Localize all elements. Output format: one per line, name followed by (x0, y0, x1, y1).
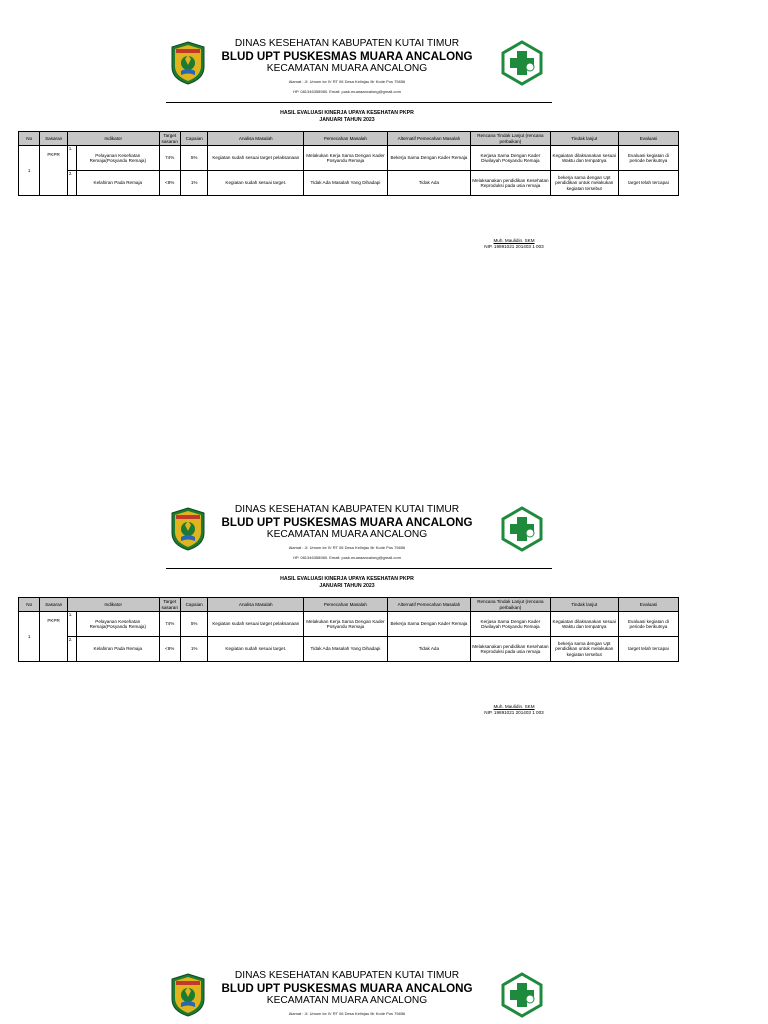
letterhead (206, 504, 488, 560)
address-line: Alamat : Jl. Umum ke IV RT 06 Desa Kelinjau Ilir Kode Pos 75656 (288, 545, 406, 550)
cell-target: 74% (159, 612, 180, 637)
row-number: 2. (67, 637, 76, 662)
col-target: Target sasaran (159, 598, 180, 612)
signature-block (466, 704, 562, 715)
cell-evaluasi: Evaluasi kegiatan di periode berikutnya (618, 612, 678, 637)
cell-target: <8% (159, 637, 180, 662)
header-divider (166, 568, 552, 569)
cell-target: <8% (159, 171, 180, 196)
evaluation-table (18, 597, 679, 662)
report-title-line1: HASIL EVALUASI KINERJA UPAYA KESEHATAN PKPR (280, 576, 414, 582)
bakti-husada-logo-icon (500, 506, 544, 552)
col-evaluasi: Evaluasi (618, 132, 678, 146)
cell-alternatif: Bekerja Sama Dengan Kader Remaja (387, 612, 471, 637)
cell-alternatif: Tidak Ada (387, 637, 471, 662)
cell-analisa: Kegiatan sudah sesuai target pelaksanaan (208, 612, 304, 637)
row-sasaran: PKPR (40, 612, 68, 662)
row-no: 1 (19, 612, 40, 662)
col-rencana: Rencana Tindak Lanjut (rencana perbaikan) (471, 598, 550, 612)
table-header-row (19, 132, 679, 146)
row-number: 2. (67, 171, 76, 196)
cell-capaian: 1% (180, 171, 208, 196)
cell-tindak: bekerja sama dengan Upt pendidikan untuk melakukan kegiatan tersebut (550, 637, 618, 662)
signatory-name: Muh. Maulidin. SKM (493, 704, 535, 709)
report-title (0, 576, 694, 589)
col-capaian: Capaian (180, 598, 208, 612)
kutai-timur-emblem-icon (170, 507, 206, 551)
puskesmas-name: BLUD UPT PUSKESMAS MUARA ANCALONG (221, 516, 473, 529)
district-name: KECAMATAN MUARA ANCALONG (266, 529, 428, 540)
cell-tindak: Kegaiatan dilaksanakan sesuai Waktu dan tempatnya (550, 146, 618, 171)
district-name: KECAMATAN MUARA ANCALONG (266, 995, 428, 1006)
contact-line: HP. 081346358980. Email: pusk.muaraancalong@gmail.com (293, 555, 401, 560)
bakti-husada-logo-icon (500, 972, 544, 1018)
table-row (19, 612, 679, 637)
row-no: 1 (19, 146, 40, 196)
kutai-timur-emblem-icon (170, 973, 206, 1017)
col-pemecahan: Pemecahan Masalah (304, 132, 388, 146)
report-title (0, 110, 694, 123)
cell-pemecahan: Melakukan Kerja Sama Dengan Kader Posyandu Remaja (304, 612, 388, 637)
row-sasaran: PKPR (40, 146, 68, 196)
agency-name: DINAS KESEHATAN KABUPATEN KUTAI TIMUR (234, 970, 460, 981)
cell-pemecahan: Tidak Ada Masalah Yang Dihadapi (304, 171, 388, 196)
col-sasaran: Sasaran (40, 598, 68, 612)
col-capaian: Capaian (180, 132, 208, 146)
signatory-name: Muh. Maulidin. SKM (493, 238, 535, 243)
col-pemecahan: Pemecahan Masalah (304, 598, 388, 612)
col-alternatif: Alternatif Pemecahan Masalah (387, 598, 471, 612)
table-row (19, 171, 679, 196)
kutai-timur-emblem-icon (170, 41, 206, 85)
cell-tindak: Kegaiatan dilaksanakan sesuai Waktu dan tempatnya (550, 612, 618, 637)
report-title-line2: JANUARI TAHUN 2023 (319, 582, 375, 589)
cell-evaluasi: target telah tercapai (618, 637, 678, 662)
agency-name: DINAS KESEHATAN KABUPATEN KUTAI TIMUR (234, 38, 460, 49)
col-tindak: Tindak lanjut (550, 132, 618, 146)
cell-analisa: Kegiatan sudah sesuai target. (208, 171, 304, 196)
contact-line: HP. 081346358980. Email: pusk.muaraancalong@gmail.com (293, 89, 401, 94)
report-title-line1: HASIL EVALUASI KINERJA UPAYA KESEHATAN PKPR (280, 110, 414, 116)
letterhead (206, 970, 488, 1016)
cell-capaian: 1% (180, 637, 208, 662)
cell-pemecahan: Tidak Ada Masalah Yang Dihadapi (304, 637, 388, 662)
cell-evaluasi: Evaluasi kegiatan di periode berikutnya (618, 146, 678, 171)
cell-indikator: Kelahiran Pada Remaja (77, 637, 160, 662)
table-header-row (19, 598, 679, 612)
cell-capaian: 5% (180, 146, 208, 171)
signatory-nip: NIP. 19891021 201403 1 003 (484, 243, 544, 249)
evaluation-table (18, 131, 679, 196)
row-number: 1. (67, 146, 76, 171)
col-indikator: Indikator (67, 132, 159, 146)
col-analisa: Analisa Masalah (208, 598, 304, 612)
col-tindak: Tindak lanjut (550, 598, 618, 612)
col-target: Target sasaran (159, 132, 180, 146)
bakti-husada-logo-icon (500, 40, 544, 86)
cell-pemecahan: Melakukan Kerja Sama Dengan Kader Posyandu Remaja (304, 146, 388, 171)
cell-capaian: 5% (180, 612, 208, 637)
header-divider (166, 102, 552, 103)
cell-target: 74% (159, 146, 180, 171)
col-evaluasi: Evaluasi (618, 598, 678, 612)
signature-block (466, 238, 562, 249)
col-rencana: Rencana Tindak Lanjut (rencana perbaikan) (471, 132, 550, 146)
col-indikator: Indikator (67, 598, 159, 612)
col-no: No (19, 598, 40, 612)
signatory-nip: NIP. 19891021 201403 1 003 (484, 709, 544, 715)
letterhead (206, 38, 488, 94)
cell-indikator: Pelayanan Kesehatan Remaja(Posyandu Remaja) (77, 612, 160, 637)
address-line: Alamat : Jl. Umum ke IV RT 06 Desa Kelinjau Ilir Kode Pos 75656 (288, 1011, 406, 1016)
cell-rencana: Kerjasa Sama Dengan Kader Diwilayah Posyandu Remaja (471, 612, 550, 637)
report-title-line2: JANUARI TAHUN 2023 (319, 116, 375, 123)
cell-alternatif: Bekerja Sama Dengan Kader Remaja (387, 146, 471, 171)
table-row (19, 637, 679, 662)
agency-name: DINAS KESEHATAN KABUPATEN KUTAI TIMUR (234, 504, 460, 515)
cell-rencana: Melaksanakan pendidikan Kesehatan Reproduksi pada usia remaja (471, 637, 550, 662)
cell-tindak: bekerja sama dengan Upt pendidikan untuk melakukan kegiatan tersebut (550, 171, 618, 196)
row-number: 1. (67, 612, 76, 637)
cell-rencana: Melaksanakan pendidikan Kesehatan Reproduksi pada usia remaja (471, 171, 550, 196)
col-no: No (19, 132, 40, 146)
cell-analisa: Kegiatan sudah sesuai target pelaksanaan (208, 146, 304, 171)
cell-indikator: Kelahiran Pada Remaja (77, 171, 160, 196)
col-analisa: Analisa Masalah (208, 132, 304, 146)
cell-indikator: Pelayanan Kesehatan Remaja(Posyandu Remaja) (77, 146, 160, 171)
cell-analisa: Kegiatan sudah sesuai target. (208, 637, 304, 662)
col-sasaran: Sasaran (40, 132, 68, 146)
address-line: Alamat : Jl. Umum ke IV RT 06 Desa Kelinjau Ilir Kode Pos 75656 (288, 79, 406, 84)
puskesmas-name: BLUD UPT PUSKESMAS MUARA ANCALONG (221, 50, 473, 63)
cell-alternatif: Tidak Ada (387, 171, 471, 196)
col-alternatif: Alternatif Pemecahan Masalah (387, 132, 471, 146)
district-name: KECAMATAN MUARA ANCALONG (266, 63, 428, 74)
cell-evaluasi: target telah tercapai (618, 171, 678, 196)
cell-rencana: Kerjasa Sama Dengan Kader Diwilayah Posyandu Remaja (471, 146, 550, 171)
puskesmas-name: BLUD UPT PUSKESMAS MUARA ANCALONG (221, 982, 473, 995)
table-row (19, 146, 679, 171)
